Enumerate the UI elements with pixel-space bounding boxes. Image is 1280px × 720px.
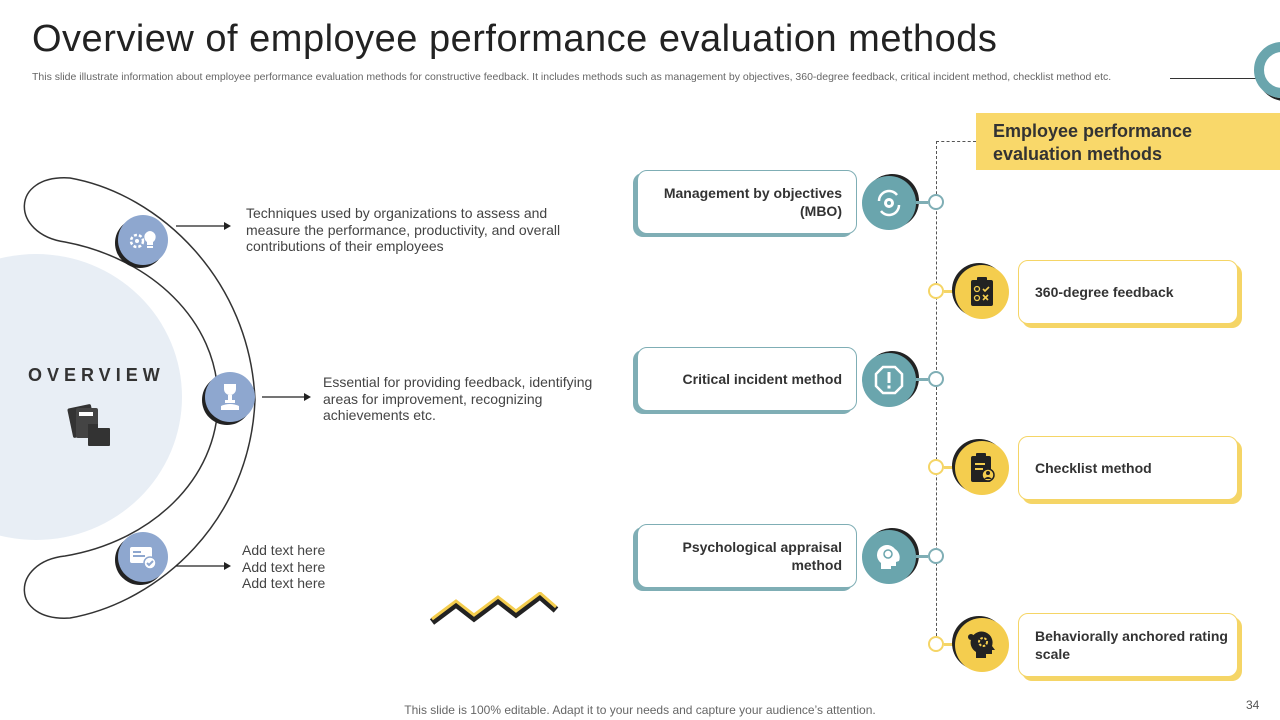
method-psychological-box: Psychological appraisal method [637, 524, 857, 588]
method-mbo-connector [916, 201, 928, 204]
checklist-user-icon [968, 452, 996, 484]
id-card-check-icon [128, 544, 158, 570]
timeline-connector-top [936, 141, 976, 142]
method-bars-box: Behaviorally anchored rating scale [1018, 613, 1238, 677]
page-number: 34 [1246, 698, 1260, 712]
method-mbo-icon-circle [862, 176, 916, 230]
method-critical-icon-circle [862, 353, 916, 407]
method-360-icon-circle [955, 265, 1009, 319]
head-gears-icon [966, 629, 998, 661]
method-mbo-box: Management by objectives (MBO) [637, 170, 857, 234]
corner-ring-decoration [1254, 42, 1280, 98]
header-rule [1170, 78, 1260, 79]
method-360-box: 360-degree feedback [1018, 260, 1238, 324]
overview-item-2-arrow [262, 392, 312, 402]
overview-item-2-circle [205, 372, 255, 422]
method-mbo-node [928, 194, 944, 210]
method-critical-node [928, 371, 944, 387]
method-checklist-node [928, 459, 944, 475]
trophy-hand-icon [217, 382, 243, 412]
overview-item-1-circle [118, 215, 168, 265]
footer-note: This slide is 100% editable. Adapt it to your needs and capture your audience’s attention. [404, 703, 876, 717]
gears-bulb-icon [128, 227, 158, 253]
overview-item-3-circle [118, 532, 168, 582]
feedback-clipboard-icon [968, 276, 996, 308]
method-psychological-node [928, 548, 944, 564]
overview-item-2-text: Essential for providing feedback, identifying areas for improvement, recognizing achievements etc. [323, 374, 593, 423]
overview-item-3-arrow [176, 561, 232, 571]
overview-item-1-text: Techniques used by organizations to assess and measure the performance, productivity, and overall contributions of their employees [246, 205, 561, 254]
zigzag-decoration [428, 592, 560, 632]
method-critical-box: Critical incident method [637, 347, 857, 411]
method-psychological-icon-circle [862, 530, 916, 584]
method-checklist-box: Checklist method [1018, 436, 1238, 500]
overview-item-1-arrow [176, 221, 232, 231]
slide-title: Overview of employee performance evaluation methods [32, 18, 998, 60]
brain-head-icon [873, 541, 905, 573]
overview-item-3-text: Add text here Add text here Add text here [242, 542, 326, 591]
warning-octagon-icon [873, 364, 905, 396]
method-bars-icon-circle [955, 618, 1009, 672]
documents-folder-icon [62, 402, 114, 450]
method-bars-node [928, 636, 944, 652]
method-psychological-connector [916, 555, 928, 558]
method-critical-connector [916, 378, 928, 381]
overview-label: OVERVIEW [28, 365, 165, 385]
methods-heading: Employee performance evaluation methods [976, 113, 1280, 170]
method-checklist-icon-circle [955, 441, 1009, 495]
slide-subtitle: This slide illustrate information about employee performance evaluation methods for constructive feedback. It includes methods such as management by objectives, 360-degree feedback, critical incident method, checklist method etc. [32, 71, 1112, 83]
method-360-node [928, 283, 944, 299]
timeline-line [936, 141, 937, 646]
target-cycle-icon [873, 187, 905, 219]
